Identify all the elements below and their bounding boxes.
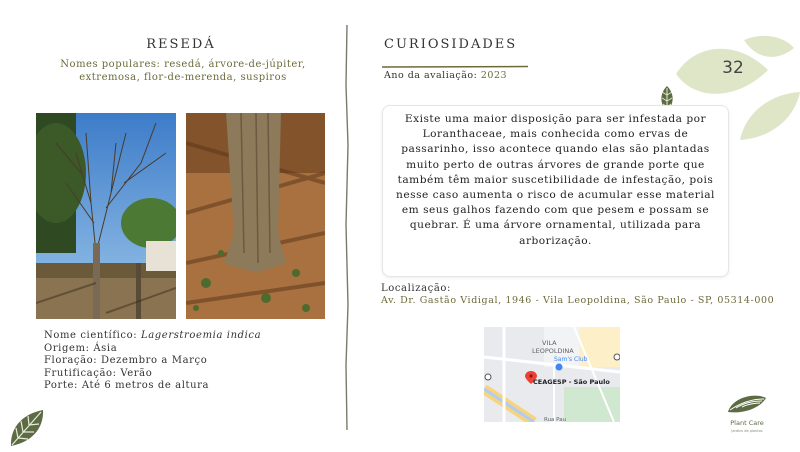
map-neighborhood-line2: LEOPOLDINA (532, 347, 574, 355)
logo-tagline: jardins de plantas (731, 429, 763, 433)
page-divider (344, 25, 350, 430)
title-underline (382, 54, 528, 58)
curiosities-title: CURIOSIDADES (384, 37, 518, 52)
popular-names: Nomes populares: resedá, árvore-de-júpiter, extremosa, flor-de-merenda, suspiros (60, 59, 306, 83)
detail-origin: Origem: Ásia (44, 342, 118, 354)
map-poi-marker-icon (556, 364, 563, 371)
logo-name: Plant Care (730, 419, 764, 427)
map-street: Rua Pau (544, 417, 567, 422)
tree-canopy-photo (36, 113, 176, 319)
detail-size: Porte: Até 6 metros de altura (44, 380, 210, 391)
location-map[interactable] (484, 327, 620, 422)
location-label: Localização: (381, 283, 452, 294)
detail-fruiting: Frutificação: Verão (44, 367, 153, 379)
curiosity-text-box (382, 105, 729, 277)
species-title: RESEDÁ (146, 37, 216, 52)
plant-care-logo (718, 390, 776, 438)
map-poi-ceagesp: CEAGESP - São Paulo (533, 378, 610, 386)
species-details (44, 330, 261, 393)
tree-trunk-photo (186, 113, 325, 319)
detail-flowering: Floração: Dezembro a Março (44, 355, 208, 366)
page-number: 32 (722, 58, 744, 78)
map-neighborhood-line1: VILA (542, 339, 557, 347)
detail-scientific-name: Nome científico: Lagerstroemia indica (44, 330, 262, 341)
map-poi-samsclub: Sam's Club (554, 356, 588, 363)
evaluation-year: Ano da avaliação: 2023 (384, 70, 508, 81)
leaf-corner-icon (8, 408, 46, 448)
location-address: Av. Dr. Gastão Vidigal, 1946 - Vila Leopoldina, São Paulo - SP, 05314-000 (381, 295, 775, 306)
curiosity-text: Existe uma maior disposição para ser infestada por Loranthaceae, mais conhecida como ervas de passarinho, isso acontece quando elas são plantadas muito perto de outras árvores de grande porte que também têm maior suscetibilidade de infestação, pois nesse caso aumenta o risco de acumular esse material em seus galhos fazendo com que pesem e possam se quebrar. É uma árvore ornamental, utilizada para arborização. (396, 113, 715, 247)
